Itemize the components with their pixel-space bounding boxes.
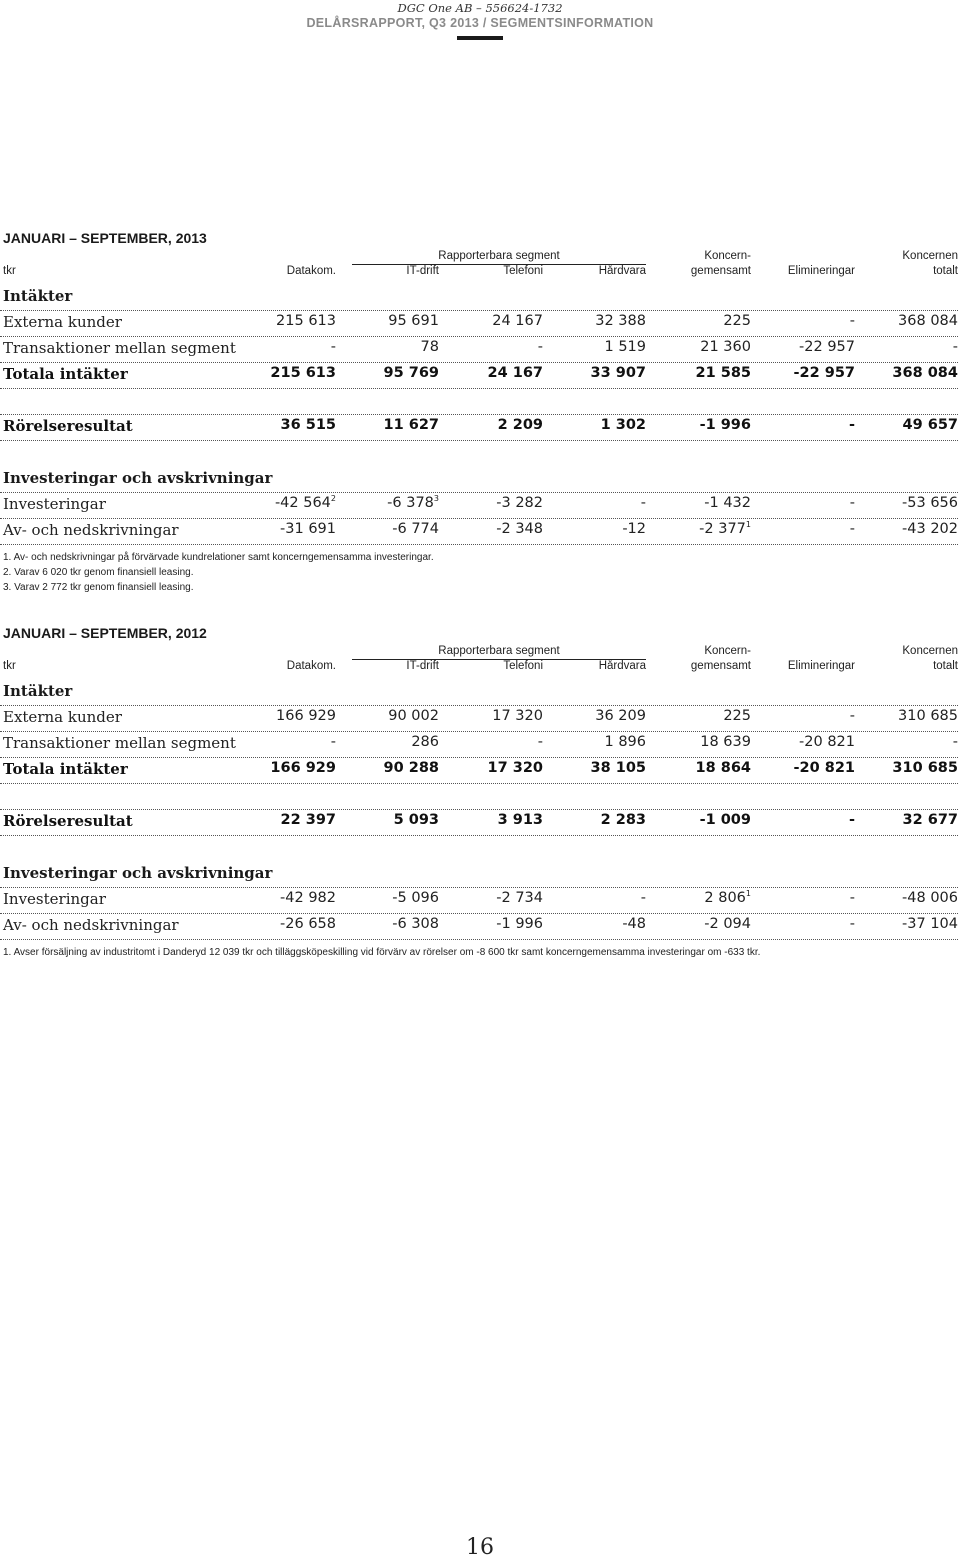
cell-koncern: 21 585 — [695, 365, 751, 381]
cell-telefoni: -2 734 — [496, 890, 543, 906]
cell-koncern: 225 — [723, 708, 751, 724]
section-title: JANUARI – SEPTEMBER, 2012 — [3, 625, 207, 641]
header-divider — [457, 36, 503, 40]
table-row-transaktioner — [0, 336, 958, 363]
cell-elim: -20 821 — [793, 760, 855, 776]
cell-datakom: -26 658 — [280, 916, 336, 932]
row-label: Transaktioner mellan segment — [3, 734, 236, 752]
cell-hardvara: 36 209 — [595, 708, 646, 724]
cell-hardvara: 32 388 — [595, 313, 646, 329]
cell-koncern: 18 639 — [700, 734, 751, 750]
cell-elim: - — [849, 495, 855, 511]
cell-koncern: -2 094 — [704, 916, 751, 932]
col-total: totalt — [933, 660, 958, 672]
cell-hardvara: 1 519 — [604, 339, 646, 355]
cell-koncern: 21 360 — [700, 339, 751, 355]
cell-value: -42 564 — [274, 495, 331, 511]
row-label: Av- och nedskrivningar — [3, 521, 179, 539]
row-label: Investeringar — [3, 495, 106, 513]
cell-total: -48 006 — [902, 890, 958, 906]
cell-datakom: -31 691 — [280, 521, 336, 537]
section-title: JANUARI – SEPTEMBER, 2013 — [3, 230, 207, 246]
cell-koncern — [631, 521, 751, 537]
category-investeringar-och-avskrivningar — [0, 861, 958, 888]
col-hardvara: Hårdvara — [598, 265, 646, 277]
cell-itdrift: 5 093 — [393, 812, 439, 828]
cell-itdrift: 286 — [411, 734, 439, 750]
table-row-rorelseresultat — [0, 414, 958, 441]
table-row-transaktioner — [0, 731, 958, 758]
footnote-marker: 3 — [433, 494, 439, 504]
row-label: Externa kunder — [3, 313, 122, 331]
col-koncern-top: Koncern- — [704, 645, 751, 657]
category-investeringar-och-avskrivningar — [0, 466, 958, 493]
cell-total: 32 677 — [902, 812, 958, 828]
table-row-totala — [0, 757, 958, 784]
row-label: Av- och nedskrivningar — [3, 916, 179, 934]
table-row-av-och-nedskrivningar — [0, 518, 958, 545]
cell-total: 368 084 — [892, 365, 958, 381]
cell-total: -43 202 — [902, 521, 958, 537]
col-datakom: Datakom. — [286, 660, 336, 672]
cell-koncern: -1 009 — [699, 812, 751, 828]
report-subtitle: DELÅRSRAPPORT, Q3 2013 / SEGMENTSINFORMATION — [306, 16, 654, 30]
footnote: 2. Varav 6 020 tkr genom finansiell leasing. — [3, 567, 194, 578]
footnote: 1. Avser försäljning av industritomt i Danderyd 12 039 tkr och tilläggsköpeskilling vid förvärv av rörelser om -8 600 tkr samt koncerngemensamma investeringar om -633 tkr. — [3, 947, 761, 958]
cell-datakom: - — [330, 734, 336, 750]
cell-telefoni: 24 167 — [487, 365, 543, 381]
cell-total: 310 685 — [892, 760, 958, 776]
cell-itdrift: 95 691 — [388, 313, 439, 329]
col-telefoni: Telefoni — [503, 265, 543, 277]
table-row-externa — [0, 705, 958, 732]
group-label: Rapporterbara segment — [438, 645, 560, 657]
cell-elim: - — [849, 890, 855, 906]
row-label: Investeringar — [3, 890, 106, 908]
row-label: Rörelseresultat — [3, 417, 133, 435]
cell-koncern: -1 432 — [704, 495, 751, 511]
col-total-top: Koncernen — [902, 645, 958, 657]
cell-datakom — [216, 495, 336, 511]
cell-elim: -22 957 — [793, 365, 855, 381]
category-intakter — [0, 284, 958, 311]
col-elim: Elimineringar — [787, 265, 855, 277]
cell-itdrift: -6 774 — [392, 521, 439, 537]
cell-koncern — [631, 890, 751, 906]
cell-koncern: -1 996 — [699, 417, 751, 433]
cell-datakom: - — [330, 339, 336, 355]
row-label: Rörelseresultat — [3, 812, 133, 830]
row-label: Transaktioner mellan segment — [3, 339, 236, 357]
cell-datakom: 36 515 — [280, 417, 336, 433]
cell-itdrift: 95 769 — [383, 365, 439, 381]
cell-telefoni: - — [537, 734, 543, 750]
cell-hardvara: - — [640, 495, 646, 511]
cell-itdrift: -6 308 — [392, 916, 439, 932]
category-intakter — [0, 679, 958, 706]
col-telefoni: Telefoni — [503, 660, 543, 672]
cell-koncern: 18 864 — [695, 760, 751, 776]
footnote-marker: 2 — [330, 494, 336, 504]
cell-elim: -22 957 — [799, 339, 855, 355]
cell-hardvara: 33 907 — [590, 365, 646, 381]
cell-total: -37 104 — [902, 916, 958, 932]
cell-datakom: 166 929 — [276, 708, 336, 724]
cell-hardvara: 2 283 — [600, 812, 646, 828]
category-label: Intäkter — [3, 287, 73, 305]
col-koncern: gemensamt — [690, 660, 751, 672]
category-label: Intäkter — [3, 682, 73, 700]
cell-elim: - — [849, 313, 855, 329]
group-label: Rapporterbara segment — [438, 250, 560, 262]
cell-datakom: 215 613 — [270, 365, 336, 381]
cell-telefoni: 2 209 — [497, 417, 543, 433]
cell-telefoni: -3 282 — [496, 495, 543, 511]
col-koncern-top: Koncern- — [704, 250, 751, 262]
footnote-marker: 1 — [745, 889, 751, 899]
footnote: 3. Varav 2 772 tkr genom finansiell leasing. — [3, 582, 194, 593]
col-total-top: Koncernen — [902, 250, 958, 262]
footnote: 1. Av- och nedskrivningar på förvärvade kundrelationer samt koncerngemensamma investeringar. — [3, 552, 434, 563]
company-line: DGC One AB – 556624-1732 — [397, 1, 563, 15]
cell-elim: - — [849, 708, 855, 724]
cell-telefoni: 24 167 — [492, 313, 543, 329]
col-itdrift: IT-drift — [406, 660, 439, 672]
cell-value: 2 806 — [704, 890, 746, 906]
cell-datakom: 215 613 — [276, 313, 336, 329]
cell-elim: - — [848, 417, 855, 433]
cell-total: 368 084 — [898, 313, 958, 329]
cell-elim: - — [849, 521, 855, 537]
cell-hardvara: 38 105 — [590, 760, 646, 776]
table-row-investeringar — [0, 492, 958, 519]
table-row-externa — [0, 310, 958, 337]
cell-value: -2 377 — [699, 521, 746, 537]
cell-telefoni: 17 320 — [492, 708, 543, 724]
cell-hardvara: 1 302 — [600, 417, 646, 433]
spacer-row — [0, 783, 958, 810]
page-header — [0, 0, 960, 40]
row-label: Externa kunder — [3, 708, 122, 726]
cell-datakom: -42 982 — [280, 890, 336, 906]
cell-elim: - — [849, 916, 855, 932]
cell-total: - — [952, 339, 958, 355]
col-unit: tkr — [3, 265, 16, 277]
spacer-row — [0, 440, 958, 466]
cell-itdrift: 11 627 — [383, 417, 439, 433]
cell-total: -53 656 — [902, 495, 958, 511]
cell-total: - — [952, 734, 958, 750]
cell-telefoni: -2 348 — [496, 521, 543, 537]
col-elim: Elimineringar — [787, 660, 855, 672]
col-total: totalt — [933, 265, 958, 277]
cell-hardvara: - — [640, 890, 646, 906]
cell-telefoni: -1 996 — [496, 916, 543, 932]
cell-itdrift: 90 288 — [383, 760, 439, 776]
col-koncern: gemensamt — [690, 265, 751, 277]
page-number: 16 — [466, 1535, 494, 1560]
col-unit: tkr — [3, 660, 16, 672]
cell-value: -6 378 — [387, 495, 434, 511]
table-row-rorelseresultat — [0, 809, 958, 836]
cell-itdrift: 78 — [420, 339, 439, 355]
cell-itdrift: 90 002 — [388, 708, 439, 724]
spacer-row — [0, 388, 958, 415]
category-label: Investeringar och avskrivningar — [3, 469, 273, 487]
footnote-marker: 1 — [745, 520, 751, 530]
col-datakom: Datakom. — [286, 265, 336, 277]
cell-koncern: 225 — [723, 313, 751, 329]
col-hardvara: Hårdvara — [598, 660, 646, 672]
cell-datakom: 166 929 — [270, 760, 336, 776]
col-itdrift: IT-drift — [406, 265, 439, 277]
cell-itdrift — [319, 495, 439, 511]
table-row-totala — [0, 362, 958, 389]
cell-datakom: 22 397 — [280, 812, 336, 828]
table-row-av-och-nedskrivningar — [0, 913, 958, 940]
cell-total: 310 685 — [898, 708, 958, 724]
cell-elim: - — [848, 812, 855, 828]
row-label: Totala intäkter — [3, 365, 128, 383]
row-label: Totala intäkter — [3, 760, 128, 778]
cell-total: 49 657 — [902, 417, 958, 433]
cell-telefoni: 3 913 — [497, 812, 543, 828]
cell-telefoni: - — [537, 339, 543, 355]
cell-hardvara: -12 — [622, 521, 646, 537]
cell-hardvara: 1 896 — [604, 734, 646, 750]
cell-elim: -20 821 — [799, 734, 855, 750]
cell-hardvara: -48 — [622, 916, 646, 932]
cell-itdrift: -5 096 — [392, 890, 439, 906]
table-row-investeringar — [0, 887, 958, 914]
spacer-row — [0, 835, 958, 861]
cell-telefoni: 17 320 — [487, 760, 543, 776]
category-label: Investeringar och avskrivningar — [3, 864, 273, 882]
